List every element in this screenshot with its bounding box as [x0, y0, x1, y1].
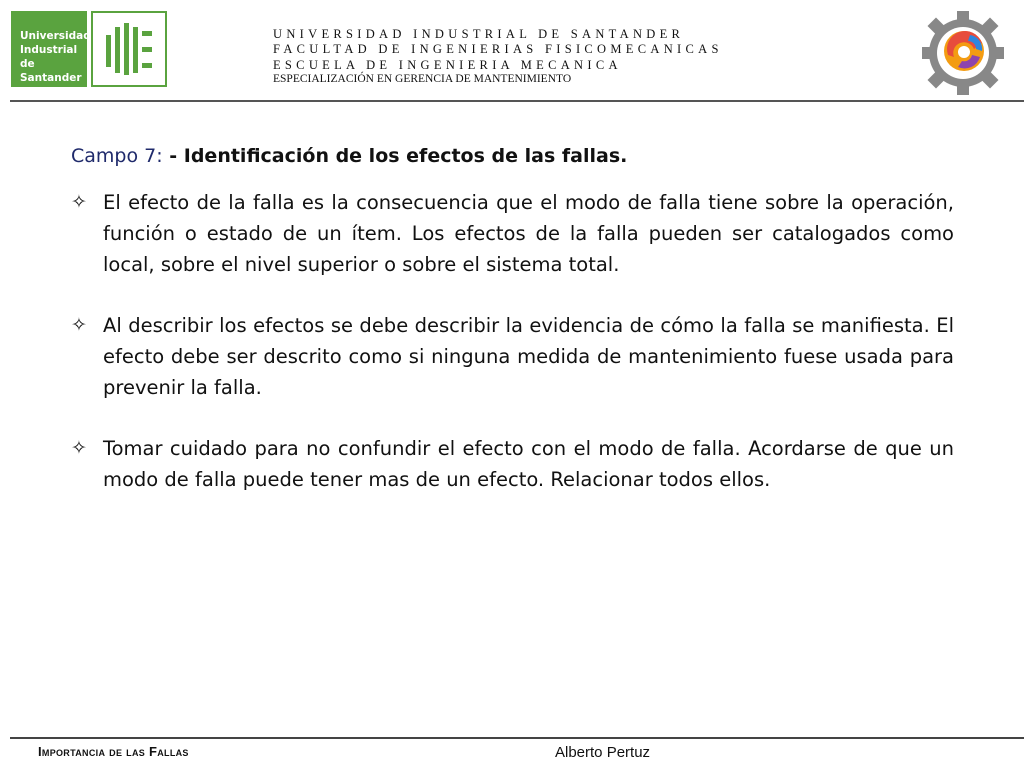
header-faculty: FACULTAD DE INGENIERIAS FISICOMECANICAS: [273, 42, 723, 57]
footer-divider: [10, 737, 1024, 739]
uis-logo: [91, 11, 167, 87]
logo-line-3: Santander: [20, 72, 82, 84]
footer-title: Importancia de las Fallas: [38, 744, 189, 759]
bullet-star-icon: ✧: [71, 191, 87, 213]
header-school: ESCUELA DE INGENIERIA MECANICA: [273, 57, 622, 72]
bullet-item: [71, 187, 954, 280]
gear-logo-icon: [918, 5, 1008, 97]
logo-line-1: Universidad: [20, 30, 91, 42]
uis-emblem-icon: [103, 21, 157, 79]
university-logo-text: [11, 11, 91, 87]
bullet-item: [71, 433, 954, 495]
bullet-star-icon: ✧: [71, 437, 87, 459]
bullet-item: [71, 310, 954, 403]
header-university: UNIVERSIDAD INDUSTRIAL DE SANTANDER: [273, 27, 685, 41]
bullet-text: Al describir los efectos se debe describir la evidencia de cómo la falla se manifiesta. El efecto debe ser descrito como si ninguna medida de mantenimiento fuese usada para prevenir la falla.: [103, 314, 954, 399]
heading-label: Campo 7:: [71, 145, 163, 167]
institution-header: [273, 27, 723, 86]
logo-line-2: Industrial de: [20, 44, 78, 70]
slide-content: [71, 141, 954, 525]
bullet-text: El efecto de la falla es la consecuencia que el modo de falla tiene sobre la operación, función o estado de un ítem. Los efectos de la falla pueden ser catalogados como local, sobre el nivel superior o sobre el sistema total.: [103, 191, 954, 276]
heading-separator: -: [162, 145, 184, 167]
header-divider: [10, 100, 1024, 102]
footer-author: Alberto Pertuz: [555, 744, 651, 761]
slide-heading: [71, 141, 954, 171]
heading-title: Identificación de los efectos de las fallas.: [183, 145, 628, 167]
bullet-text: Tomar cuidado para no confundir el efecto con el modo de falla. Acordarse de que un modo de falla puede tener mas de un efecto. Relacionar todos ellos.: [103, 437, 954, 491]
header-specialization: ESPECIALIZACIÓN EN GERENCIA DE MANTENIMIENTO: [273, 72, 572, 85]
bullet-star-icon: ✧: [71, 314, 87, 336]
